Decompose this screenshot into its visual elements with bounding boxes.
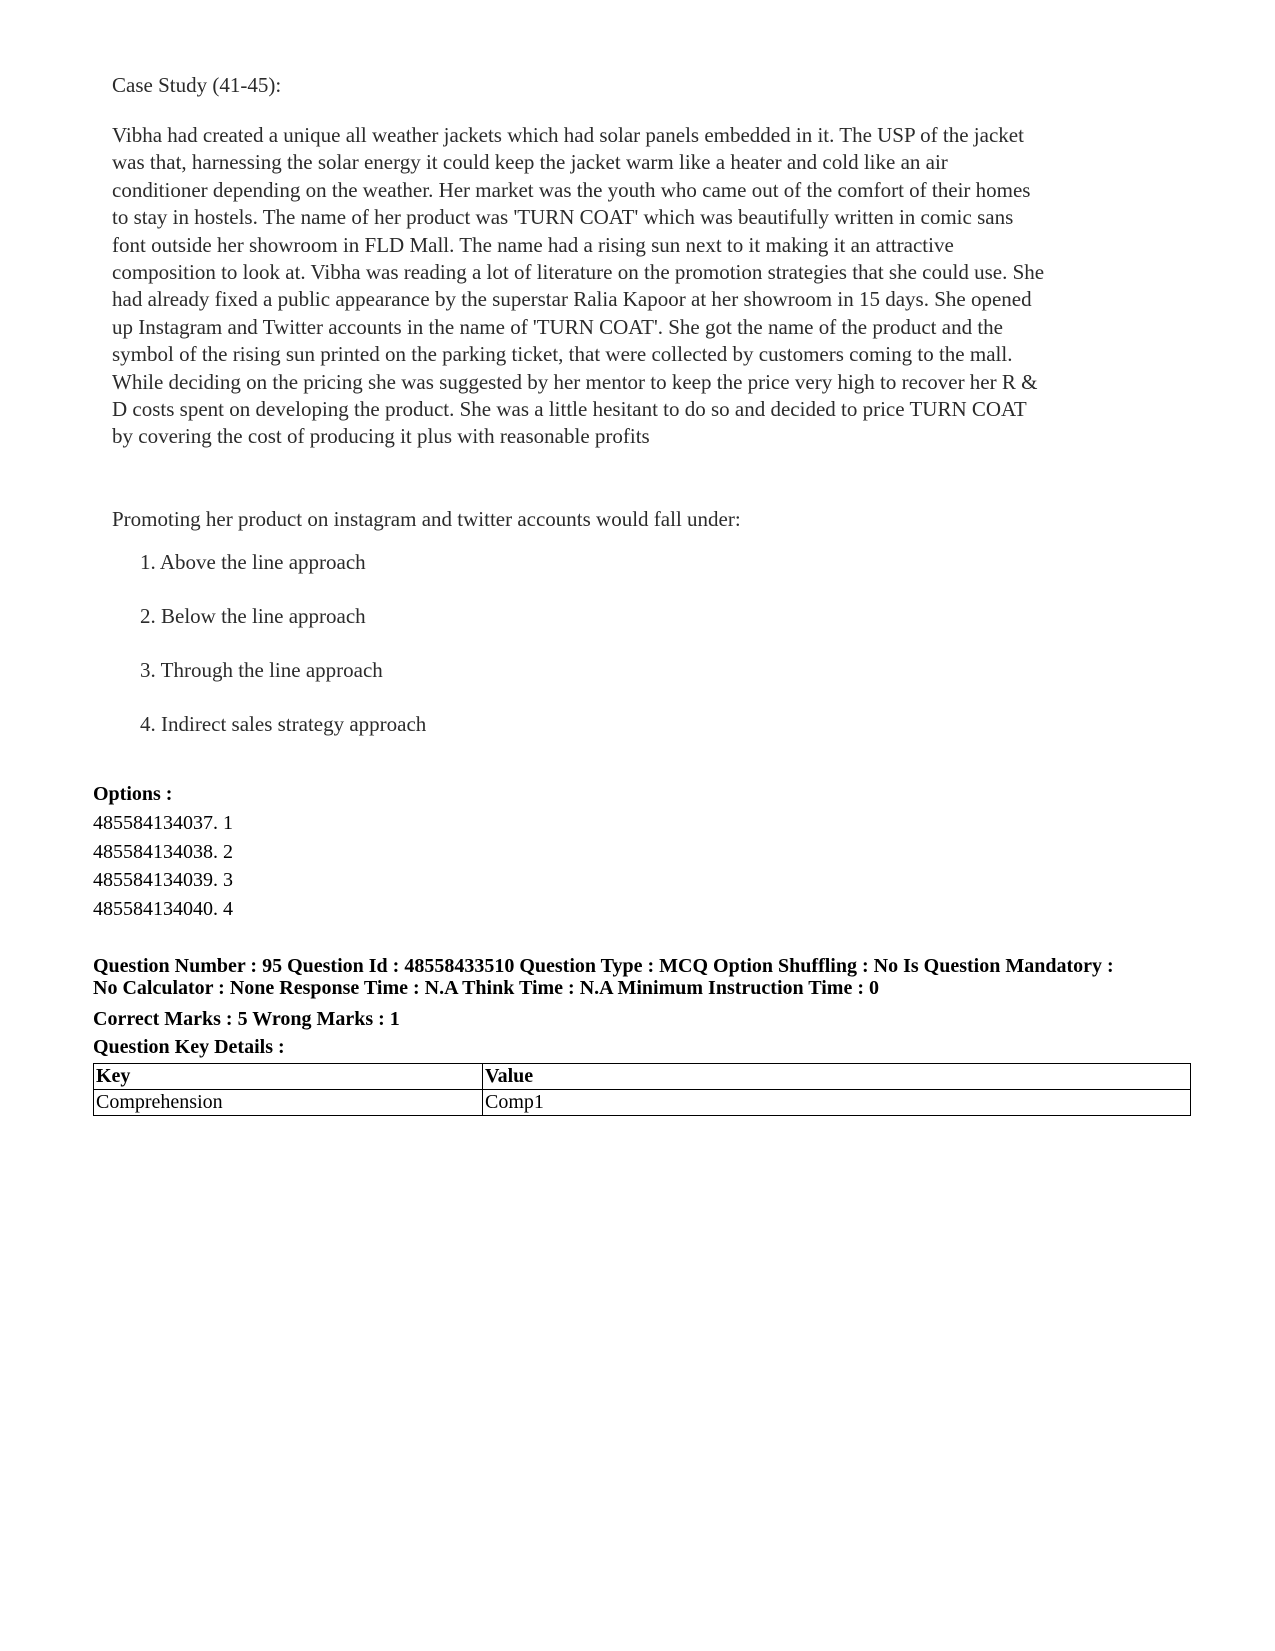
passage-line: conditioner depending on the weather. Her market was the youth who came out of the comfort of their homes	[112, 177, 1031, 202]
table-header-row	[94, 1064, 1191, 1090]
key-details-table	[93, 1063, 1191, 1116]
passage-line: symbol of the rising sun printed on the parking ticket, that were collected by customers coming to the mall.	[112, 342, 1013, 367]
question-text: Promoting her product on instagram and twitter accounts would fall under:	[112, 506, 741, 531]
option-item: 485584134039. 3	[93, 869, 233, 891]
passage-line: While deciding on the pricing she was suggested by her mentor to keep the price very high to recover her R &	[112, 369, 1038, 394]
passage-line: by covering the cost of producing it plus with reasonable profits	[112, 424, 650, 449]
passage-line: up Instagram and Twitter accounts in the name of 'TURN COAT'. She got the name of the product and the	[112, 314, 1003, 339]
option-item: 485584134037. 1	[93, 812, 233, 834]
options-heading: Options :	[93, 783, 173, 805]
question-details	[93, 780, 1191, 1116]
passage-line: to stay in hostels. The name of her product was 'TURN COAT' which was beautifully written in comic sans	[112, 205, 1014, 230]
table-header-key: Key	[94, 1064, 483, 1090]
table-cell-key: Comprehension	[94, 1090, 483, 1116]
passage-line: composition to look at. Vibha was reading a lot of literature on the promotion strategies that she could use. She	[112, 260, 1045, 285]
question-image	[112, 72, 1172, 765]
question-meta	[93, 955, 1191, 999]
answer-choice: 2. Below the line approach	[140, 603, 366, 628]
case-passage	[112, 122, 1172, 451]
passage-line: was that, harnessing the solar energy it could keep the jacket warm like a heater and cold like an air	[112, 150, 948, 175]
answer-choice: 4. Indirect sales strategy approach	[140, 711, 427, 736]
option-item: 485584134040. 4	[93, 897, 233, 920]
passage-line: had already fixed a public appearance by the superstar Ralia Kapoor at her showroom in 15 days. She opened	[112, 287, 1032, 312]
answer-choices	[140, 549, 1172, 765]
key-details-heading: Question Key Details :	[93, 1036, 285, 1058]
question-meta-line: Question Number : 95 Question Id : 48558433510 Question Type : MCQ Option Shuffling : No Is Question Mandatory :	[93, 955, 1114, 977]
marks-line: Correct Marks : 5 Wrong Marks : 1	[93, 1008, 400, 1030]
question-meta-line: No Calculator : None Response Time : N.A Think Time : N.A Minimum Instruction Time : 0	[93, 977, 879, 999]
table-cell-value: Comp1	[483, 1090, 1191, 1116]
answer-choice: 1. Above the line approach	[140, 549, 366, 574]
passage-line: D costs spent on developing the product. She was a little hesitant to do so and decided to price TURN COAT	[112, 397, 1027, 422]
passage-line: Vibha had created a unique all weather jackets which had solar panels embedded in it. The USP of the jacket	[112, 123, 1024, 147]
passage-line: font outside her showroom in FLD Mall. The name had a rising sun next to it making it an attractive	[112, 232, 954, 257]
table-header-value: Value	[483, 1064, 1191, 1090]
case-study-title: Case Study (41-45):	[112, 73, 282, 97]
table-row	[94, 1090, 1191, 1116]
answer-choice: 3. Through the line approach	[140, 657, 383, 682]
option-item: 485584134038. 2	[93, 840, 233, 863]
